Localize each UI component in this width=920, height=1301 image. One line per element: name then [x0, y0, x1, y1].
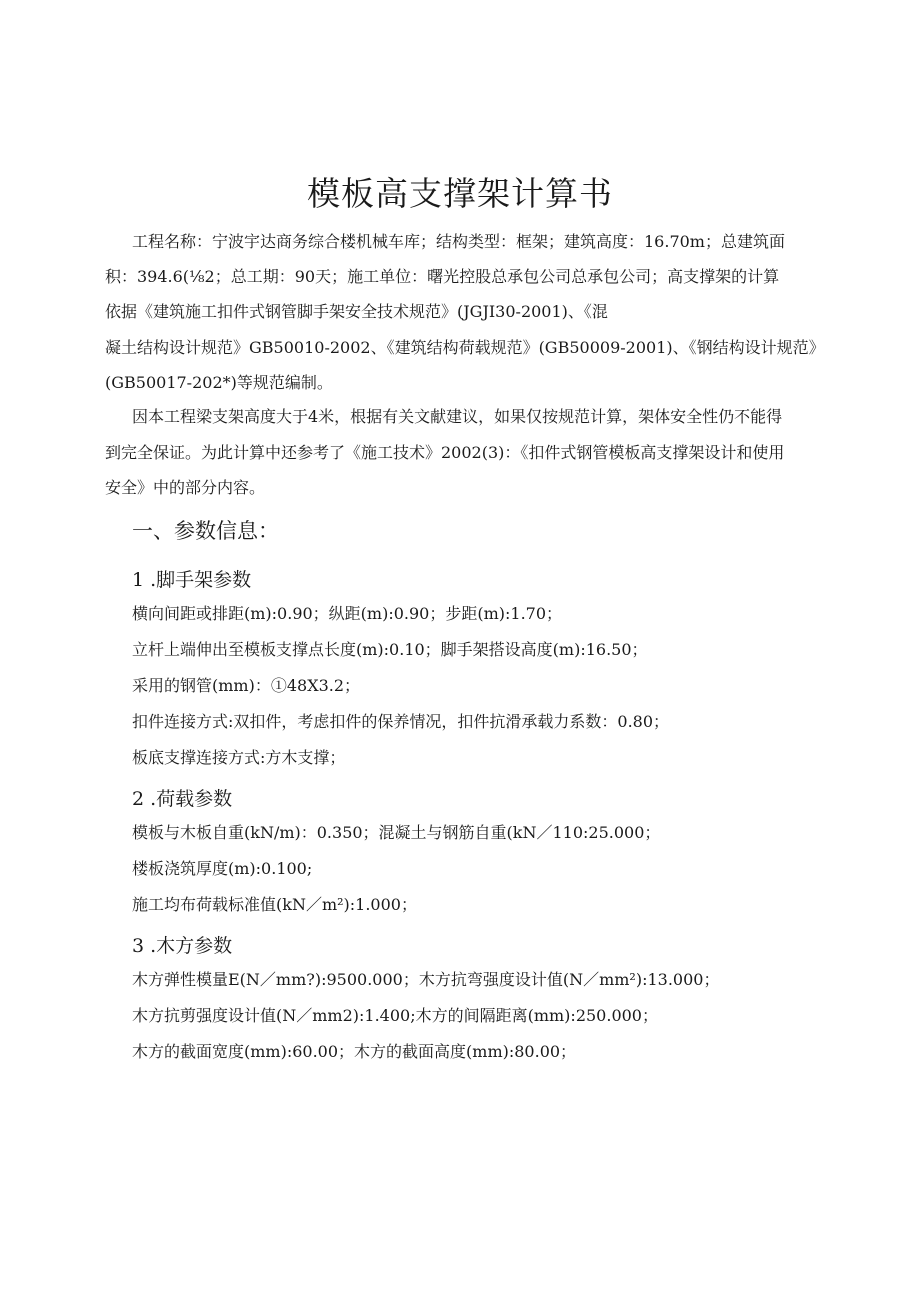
scaffold-param-5: 板底支撑连接方式:方木支撑； — [132, 748, 346, 767]
scaffold-param-3: 采用的钢管(mm)：①48X3.2； — [132, 676, 361, 695]
intro-line-3: 依据《建筑施工扣件式钢管脚手架安全技术规范》(JGJI30-2001)、《混 — [105, 302, 608, 321]
note-line-1: 因本工程梁支架高度大于4米，根据有关文献建议，如果仅按规范计算，架体安全性仍不能得 — [132, 407, 783, 426]
load-param-3: 施工均布荷载标准值(kN／m²):1.000； — [132, 895, 417, 914]
subsection-heading-timber: 3 .木方参数 — [132, 935, 233, 957]
scaffold-param-2: 立杆上端伸出至模板支撑点长度(m):0.10；脚手架搭设高度(m):16.50； — [132, 640, 648, 659]
intro-line-5: (GB50017-202*)等规范编制。 — [105, 373, 333, 392]
intro-line-1: 工程名称：宁波宇达商务综合楼机械车库；结构类型：框架；建筑高度：16.70m；总建筑面 — [132, 232, 785, 251]
scaffold-param-1: 横向间距或排距(m):0.90；纵距(m):0.90；步距(m):1.70； — [132, 604, 563, 623]
timber-param-2: 木方抗剪强度设计值(N／mm2):1.400;木方的间隔距离(mm):250.000； — [132, 1006, 658, 1025]
load-param-2: 楼板浇筑厚度(m):0.100; — [132, 859, 313, 878]
subsection-heading-scaffold: 1 .脚手架参数 — [132, 569, 252, 591]
document-title: 模板高支撑架计算书 — [307, 174, 613, 213]
subsection-heading-load: 2 .荷载参数 — [132, 788, 233, 810]
intro-line-4: 凝土结构设计规范》GB50010-2002、《建筑结构荷载规范》(GB50009-2001)、《钢结构设计规范》 — [105, 338, 825, 357]
intro-line-2: 积：394.6(⅛2；总工期：90天；施工单位：曙光控股总承包公司总承包公司；高支撑架的计算 — [105, 267, 780, 286]
load-param-1: 模板与木板自重(kN/m)：0.350；混凝土与钢筋自重(kN／110:25.000； — [132, 823, 661, 842]
note-line-3: 安全》中的部分内容。 — [105, 478, 266, 497]
scaffold-param-4: 扣件连接方式:双扣件，考虑扣件的保养情况，扣件抗滑承载力系数：0.80； — [132, 712, 670, 731]
section-heading-params: 一、参数信息： — [132, 519, 279, 543]
timber-param-3: 木方的截面宽度(mm):60.00；木方的截面高度(mm):80.00； — [132, 1042, 577, 1061]
note-line-2: 到完全保证。为此计算中还参考了《施工技术》2002(3)：《扣件式钢管模板高支撑架设计和使用 — [105, 443, 785, 462]
timber-param-1: 木方弹性模量E(N／mm?):9500.000；木方抗弯强度设计值(N／mm²):13.000； — [132, 970, 720, 989]
